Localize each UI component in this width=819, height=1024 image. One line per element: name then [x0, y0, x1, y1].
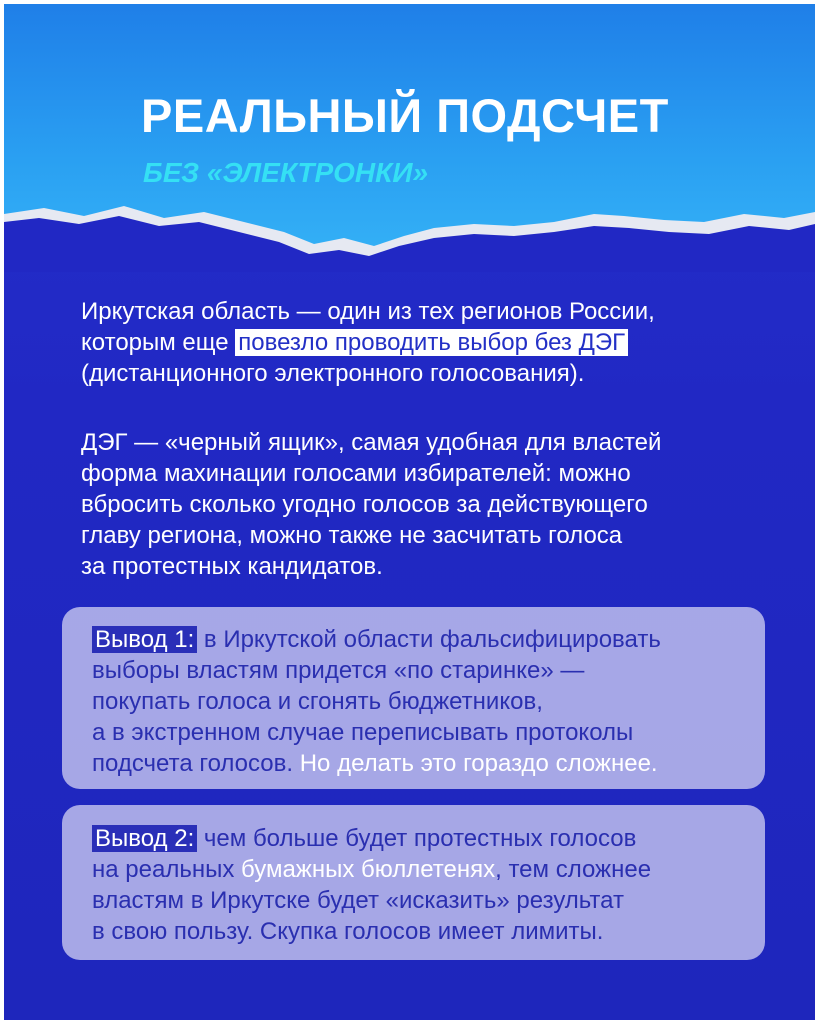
torn-paper-edge [4, 192, 815, 272]
conclusion-2-text [92, 823, 762, 947]
conclusion-1-line-1: в Иркутской области фальсифицировать [197, 626, 661, 653]
page-title: РЕАЛЬНЫЙ ПОДСЧЕТ [141, 89, 669, 142]
intro-line-1: Иркутская область — один из тех регионов России, [81, 298, 655, 325]
intro-line-2: которым еще [81, 329, 236, 356]
poster [4, 4, 815, 1020]
intro-paragraph [81, 296, 781, 389]
conclusion-1-line-5: подсчета голосов. [92, 750, 300, 777]
conclusion-1-label: Вывод 1: [92, 626, 197, 653]
highlight-marker: повезло проводить выбор без ДЭГ [235, 329, 628, 356]
conclusion-2-line-2b: , тем сложнее [495, 856, 652, 883]
conclusion-2-emphasis: бумажных бюллетенях [241, 856, 496, 883]
deg-line-5: за протестных кандидатов. [81, 553, 383, 580]
deg-line-4: главу региона, можно также не засчитать голоса [81, 522, 623, 549]
deg-line-3: вбросить сколько угодно голосов за действующего [81, 491, 648, 518]
conclusion-2-line-3: властям в Иркутске будет «исказить» результат [92, 887, 624, 914]
conclusion-1-line-4: а в экстренном случае переписывать протоколы [92, 719, 634, 746]
conclusion-2-line-4: в свою пользу. Скупка голосов имеет лимиты. [92, 918, 604, 945]
conclusion-1-emphasis: Но делать это гораздо сложнее. [299, 750, 658, 777]
conclusion-2-line-2a: на реальных [92, 856, 241, 883]
conclusion-card-1 [62, 607, 765, 789]
conclusion-1-line-3: покупать голоса и сгонять бюджетников, [92, 688, 543, 715]
deg-line-1: ДЭГ — «черный ящик», самая удобная для властей [81, 429, 662, 456]
conclusion-1-text [92, 624, 762, 779]
conclusion-1-line-2: выборы властям придется «по старинке» — [92, 657, 585, 684]
deg-paragraph [81, 427, 781, 582]
conclusion-2-label: Вывод 2: [92, 825, 197, 852]
conclusion-2-line-1: чем больше будет протестных голосов [197, 825, 637, 852]
intro-line-3: (дистанционного электронного голосования). [81, 360, 585, 387]
page-subtitle: БЕЗ «ЭЛЕКТРОНКИ» [143, 157, 429, 188]
deg-line-2: форма махинации голосами избирателей: можно [81, 460, 631, 487]
conclusion-card-2 [62, 805, 765, 960]
